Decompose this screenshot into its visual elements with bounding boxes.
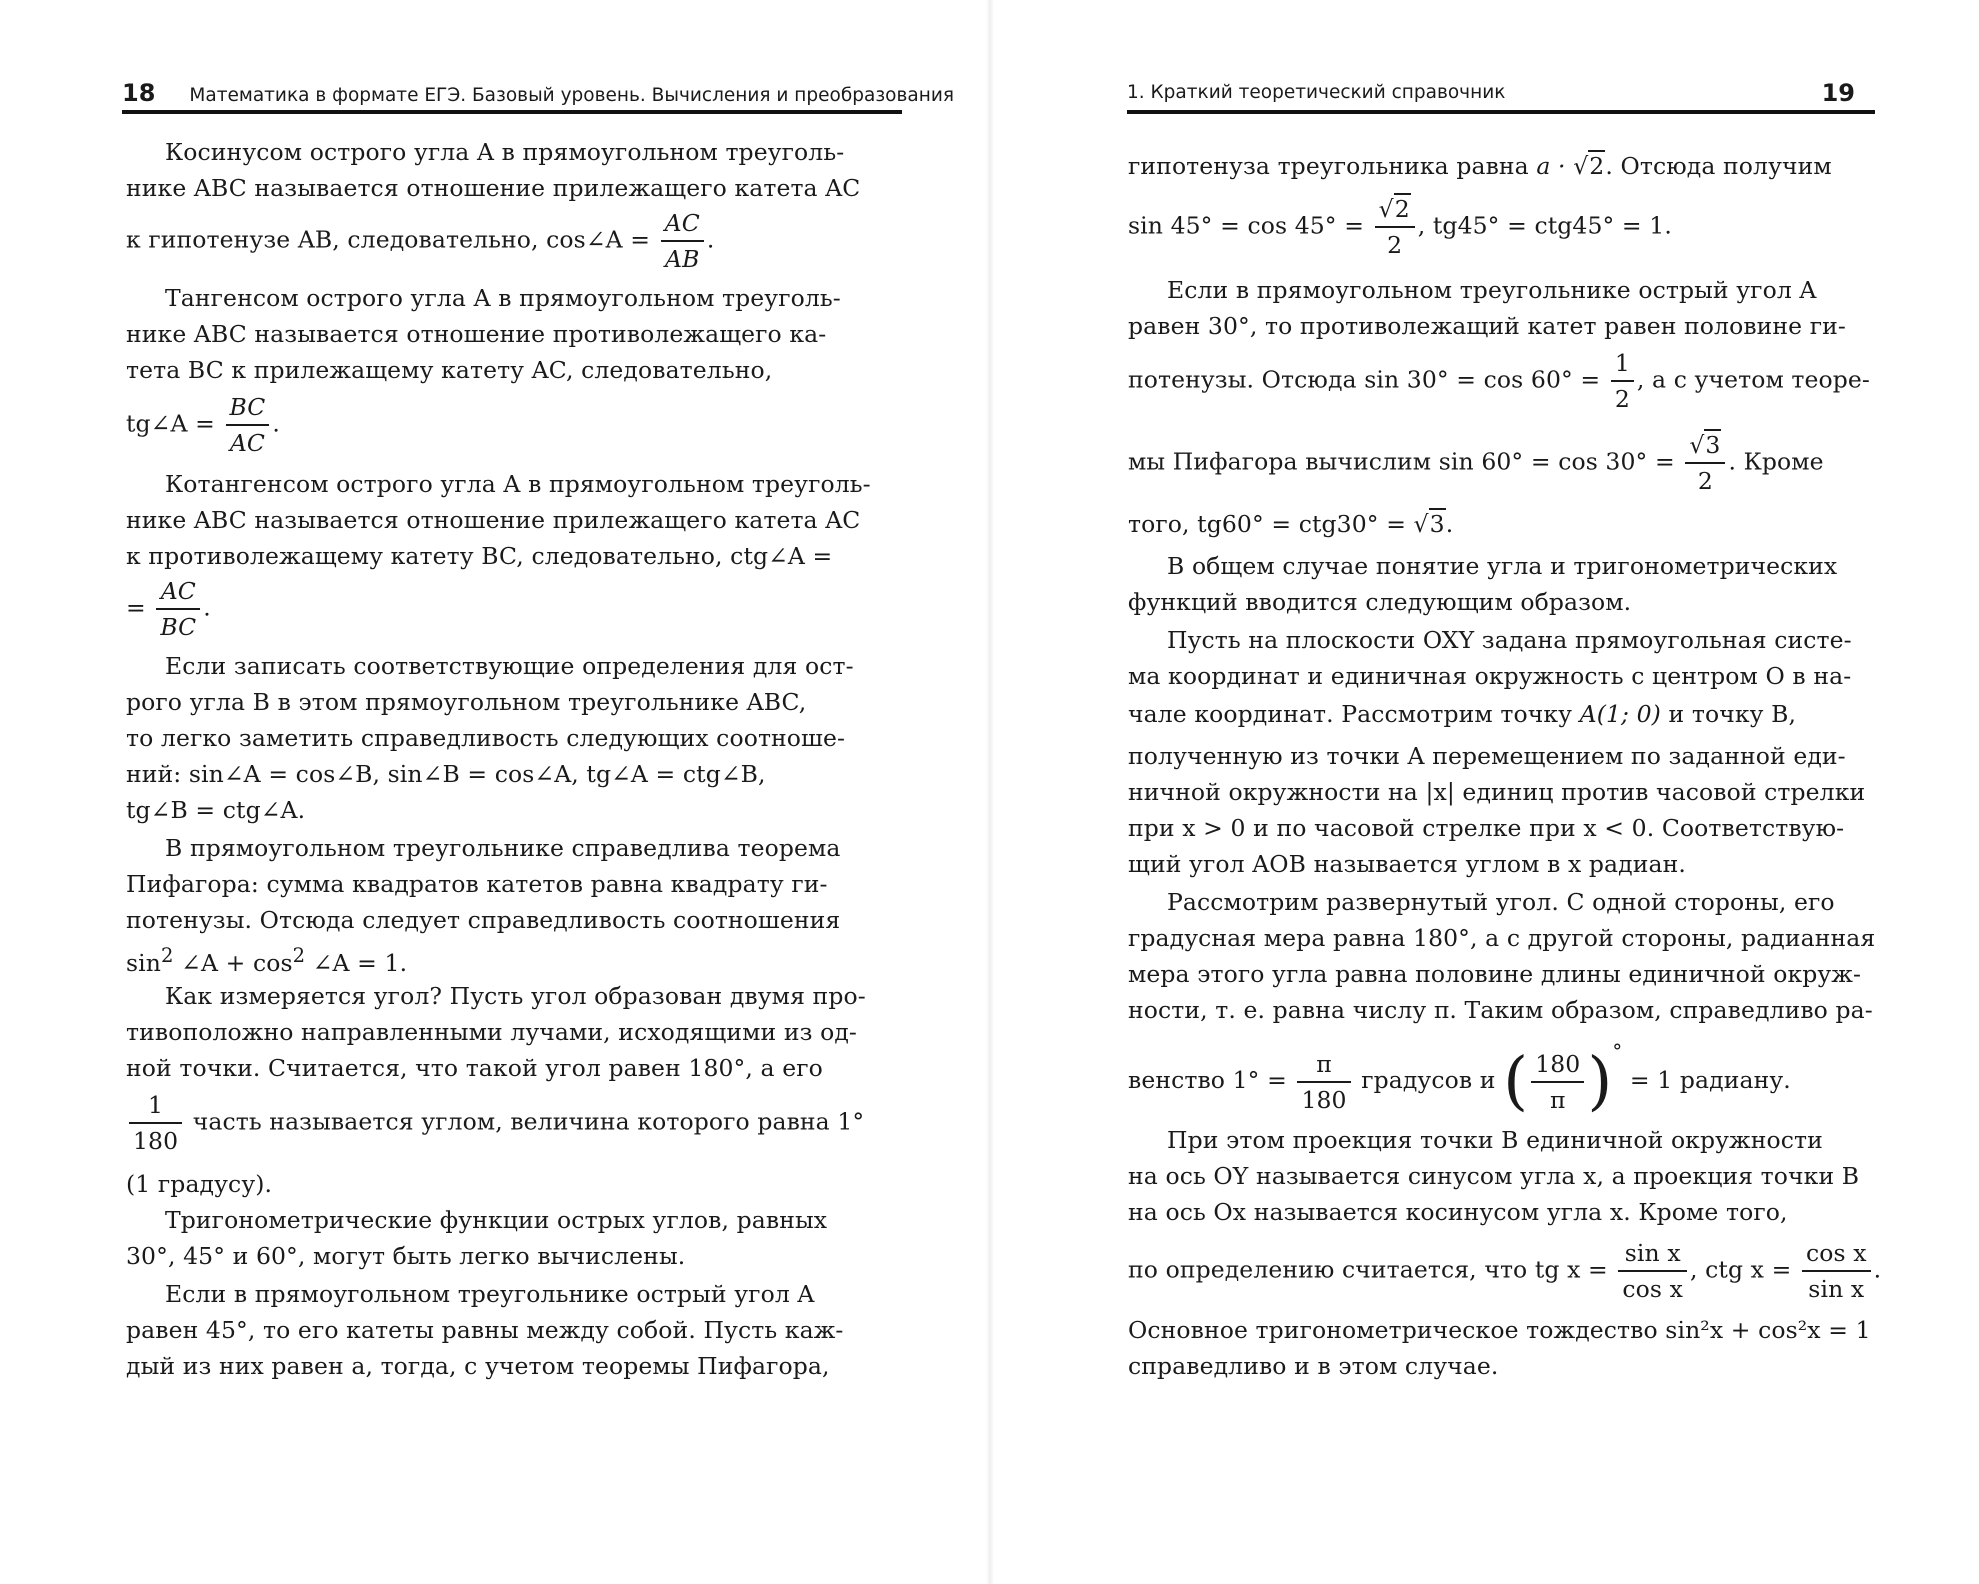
right-header-title: 1. Краткий теоретический справочник [1127,82,1506,103]
paragraph-line: мы Пифагора вычислим sin 60° = cos 30° = $\frac{√3}{2}$ . Кроме [1128,428,1824,498]
left-page-number: 18 [122,79,156,107]
paragraph-line: дый из них равен a, тогда, с учетом теоремы Пифагора, [126,1352,830,1380]
formula-tg-ctg: по определению считается, что tg x = $\frac{\text{sin x}}{\text{cos x}}$ , ctg x = $\frac{\text{cos x}}{\text{sin x}}$ . [1128,1236,1881,1306]
paragraph-line: нике ABC называется отношение прилежащего катета AC [126,506,861,534]
paragraph-line: (1 градусу). [126,1170,273,1198]
fraction-sinx-cosx: $\frac{\text{sin x}}{\text{cos x}}$ [1618,1236,1687,1306]
fraction-sqrt3-2: $\frac{√3}{2}$ [1685,428,1725,498]
paragraph-line: тета BC к прилежащему катету AC, следовательно, [126,356,773,384]
paragraph-line: Пусть на плоскости OXY задана прямоугольная систе- [1167,626,1852,654]
formula-radian: венство 1° = $\frac{\pi}{180}$ градусов и ( $\frac{180}{\pi}$ )° = 1 радиану. [1128,1040,1791,1119]
paragraph-line: Косинусом острого угла A в прямоугольном треуголь- [165,138,845,166]
paragraph-line: Пифагора: сумма квадратов катетов равна квадрату ги- [126,870,828,898]
fraction-ac-bc: $\frac{AC}{BC}$ [156,574,200,644]
paragraph-line: Котангенсом острого угла A в прямоугольном треуголь- [165,470,871,498]
paragraph-line: справедливо и в этом случае. [1128,1352,1499,1380]
formula-pythagoras: $\sin^2$ ∠A + $\cos^2$ ∠A = 1. [126,944,408,977]
paragraph-line: потенузы. Отсюда sin 30° = cos 60° = $\frac{1}{2}$ , а с учетом теоре- [1128,346,1870,416]
left-running-header [122,76,954,114]
paragraph-line: мера этого угла равна половине длины единичной окруж- [1128,960,1862,988]
paragraph-line: щий угол AOB называется углом в x радиан. [1128,850,1686,878]
paragraph-line: равен 45°, то его катеты равны между собой. Пусть каж- [126,1316,844,1344]
fraction-sqrt2-2: $\frac{√2}{2}$ [1375,192,1415,262]
paragraph-line: к противолежащему катету BC, следовательно, ctg∠A = [126,542,833,570]
paragraph-line: Если записать соответствующие определения для ост- [165,652,854,680]
paragraph-line: того, tg60° = ctg30° = √3. [1128,510,1454,538]
paragraph-line: рого угла B в этом прямоугольном треугольнике ABC, [126,688,807,716]
paragraph-line: Как измеряется угол? Пусть угол образован двумя про- [165,982,866,1010]
paragraph-line: гипотенуза треугольника равна a · √2. Отсюда получим [1128,152,1832,180]
right-page [990,0,1979,1584]
paragraph-line: равен 30°, то противолежащий катет равен половине ги- [1128,312,1846,340]
paragraph-line: ности, т. е. равна числу π. Таким образом, справедливо ра- [1128,996,1873,1024]
right-running-header [1127,76,1875,114]
paragraph-line: нике ABC называется отношение противолежащего ка- [126,320,827,348]
paragraph-line: тивоположно направленными лучами, исходящими из од- [126,1018,857,1046]
fraction-cosx-sinx: $\frac{\text{cos x}}{\text{sin x}}$ [1802,1236,1871,1306]
paragraph-line: на ось Ox называется косинусом угла x. Кроме того, [1128,1198,1788,1226]
paragraph-line: Если в прямоугольном треугольнике острый угол A [165,1280,815,1308]
paragraph-line: на ось OY называется синусом угла x, а проекция точки B [1128,1162,1860,1190]
paragraph-line: tg∠B = ctg∠A. [126,796,306,824]
fraction-bc-ac: $\frac{BC}{AC}$ [226,390,270,460]
paragraph-line: 30°, 45° и 60°, могут быть легко вычислены. [126,1242,686,1270]
fraction-pi-180: $\frac{\pi}{180}$ [1297,1047,1350,1117]
fraction-ac-ab: $\frac{AC}{AB}$ [661,206,704,276]
paragraph-line: ной точки. Считается, что такой угол равен 180°, а его [126,1054,823,1082]
paragraph-line: Основное тригонометрическое тождество sin²x + cos²x = 1 [1128,1316,1871,1344]
fraction-1-2: $\frac{1}{2}$ [1611,346,1634,416]
paragraph-line: $\frac{1}{180}$ часть называется углом, величина которого равна 1° [126,1088,864,1158]
paragraph-line: градусная мера равна 180°, а с другой стороны, радианная [1128,924,1876,952]
formula-ctg: = $\frac{AC}{BC}$ . [126,574,211,644]
paragraph-line: к гипотенузе AB, следовательно, cos∠A = $\frac{AC}{AB}$ . [126,206,714,276]
paragraph-line: при x > 0 и по часовой стрелке при x < 0. Соответствую- [1128,814,1845,842]
formula-tg: tg∠A = $\frac{BC}{AC}$ . [126,390,280,460]
formula-45: sin 45° = cos 45° = $\frac{√2}{2}$ , tg45° = ctg45° = 1. [1128,192,1672,262]
paragraph-line: нике ABC называется отношение прилежащего катета AC [126,174,861,202]
paragraph-line: В прямоугольном треугольнике справедлива теорема [165,834,841,862]
paragraph-line: чале координат. Рассмотрим точку A(1; 0) и точку B, [1128,700,1797,728]
paragraph-line: ний: sin∠A = cos∠B, sin∠B = cos∠A, tg∠A = ctg∠B, [126,760,766,788]
fraction-1-180: $\frac{1}{180}$ [129,1088,182,1158]
paragraph-line: Тангенсом острого угла A в прямоугольном треуголь- [165,284,841,312]
right-page-number: 19 [1821,79,1855,107]
left-header-title: Математика в формате ЕГЭ. Базовый уровень. Вычисления и преобразования [189,85,954,106]
paragraph-line: ма координат и единичная окружность с центром O в на- [1128,662,1852,690]
paragraph-line: Если в прямоугольном треугольнике острый угол A [1167,276,1817,304]
paragraph-line: Рассмотрим развернутый угол. С одной стороны, его [1167,888,1835,916]
paragraph-line: При этом проекция точки B единичной окружности [1167,1126,1823,1154]
paragraph-line: потенузы. Отсюда следует справедливость соотношения [126,906,841,934]
paragraph-line: В общем случае понятие угла и тригонометрических [1167,552,1838,580]
fraction-180-pi: $\frac{180}{\pi}$ [1531,1047,1584,1117]
paragraph-line: то легко заметить справедливость следующих соотноше- [126,724,846,752]
paragraph-line: функций вводится следующим образом. [1128,588,1632,616]
paragraph-line: Тригонометрические функции острых углов, равных [165,1206,828,1234]
paragraph-line: ничной окружности на |x| единиц против часовой стрелки [1128,778,1866,806]
paragraph-line: полученную из точки A перемещением по заданной еди- [1128,742,1846,770]
